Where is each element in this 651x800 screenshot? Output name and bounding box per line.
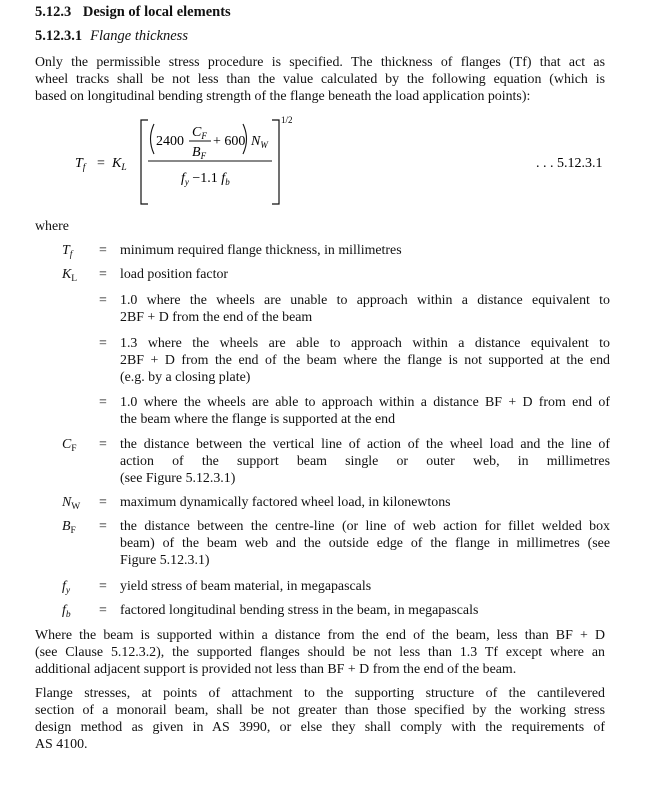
symbol-bf: $B_F$	[62, 519, 76, 536]
definition-nw: maximum dynamically factored wheel load, in kilonewtons	[120, 495, 451, 510]
equals-sign: =	[99, 243, 107, 258]
section-number: 5.12.3	[35, 4, 72, 20]
paragraph-line: Flange stresses, at points of attachment to the supporting structure of the cantilevered	[35, 686, 605, 701]
section-title: Design of local elements	[82, 4, 231, 20]
eq-plus: + 600	[213, 134, 246, 149]
intro-paragraph	[35, 54, 605, 105]
symbol-nw: $N_W$	[62, 495, 81, 512]
eq-frac-den: $B_F$	[192, 145, 207, 161]
where-label: where	[35, 219, 69, 234]
left-bracket	[141, 120, 148, 204]
intro-line: based on longitudinal bending strength of the flange beneath the load application points):	[35, 89, 531, 104]
flange-stress-paragraph	[35, 685, 605, 753]
intro-line: Only the permissible stress procedure is specified. The thickness of flanges (Tf) that act as	[35, 55, 605, 70]
symbol-kl: $K_L$	[62, 267, 78, 284]
right-bracket	[272, 120, 279, 204]
equals-sign: =	[99, 519, 107, 534]
symbol-tf: $T_f$	[62, 243, 73, 260]
symbol-fb: $f_b$	[62, 603, 71, 620]
eq-lhs: $T_f$	[75, 156, 86, 173]
equals-sign: =	[99, 437, 107, 452]
definition-cf: the distance between the vertical line of action of the wheel load and the line of action of the support beam single or outer web, in millimetres (see Figure 5.12.3.1)	[120, 437, 610, 486]
intro-line: wheel tracks shall be not less than the value calculated by the following equation (which is	[35, 72, 605, 87]
support-paragraph	[35, 627, 605, 678]
eq-k: $K_L$	[112, 156, 127, 173]
definition-kl: load position factor	[120, 267, 229, 282]
subsection-heading	[35, 28, 188, 45]
definition-kl-value-3: 1.0 where the wheels are able to approach within a distance BF + D from end of the beam where the flange is supported at the end	[120, 395, 610, 427]
equals-sign: =	[99, 336, 107, 351]
symbol-cf: $C_F$	[62, 437, 77, 454]
section-heading	[35, 4, 231, 21]
paragraph-line: section of a monorail beam, shall be not greater than those specified by the working stress	[35, 703, 605, 718]
eq-coef: 2400	[156, 134, 184, 149]
eq-frac-num: $C_F$	[192, 125, 207, 141]
equals-sign: =	[99, 579, 107, 594]
subsection-number: 5.12.3.1	[35, 28, 83, 44]
left-paren	[151, 124, 155, 154]
equals-sign: =	[99, 603, 107, 618]
eq-equals: =	[97, 156, 105, 171]
paragraph-line: Where the beam is supported within a distance from the end of the beam, less than BF + D	[35, 628, 605, 643]
equation-number: . . . 5.12.3.1	[536, 156, 603, 171]
equals-sign: =	[99, 395, 107, 410]
eq-nw: $N_W$	[251, 134, 268, 150]
equals-sign: =	[99, 293, 107, 308]
paragraph-line: additional adjacent support is provided not less than BF + D from the end of the beam.	[35, 662, 517, 677]
paragraph-line: (see Clause 5.12.3.2), the supported flanges should be not less than 1.3 Tf except where an	[35, 645, 605, 660]
symbol-fy: $f_y$	[62, 579, 71, 596]
paragraph-line: design method as given in AS 3990, or else they shall comply with the requirements of	[35, 720, 605, 735]
paragraph-line: AS 4100.	[35, 737, 88, 752]
equals-sign: =	[99, 495, 107, 510]
eq-denominator: $f_y -1.1$ $f_b$	[181, 171, 230, 187]
definition-fy: yield stress of beam material, in megapascals	[120, 579, 372, 594]
definition-kl-value-1: 1.0 where the wheels are unable to approach within a distance equivalent to 2BF + D from the end of the beam	[120, 293, 610, 325]
flange-thickness-equation	[0, 108, 651, 208]
definition-tf: minimum required flange thickness, in millimetres	[120, 243, 402, 258]
definition-bf: the distance between the centre-line (or line of web action for fillet welded box beam) of the beam web and the outside edge of the flange in millimetres (see Figure 5.12.3.1)	[120, 519, 610, 568]
definition-kl-value-2: 1.3 where the wheels are able to approach within a distance equivalent to 2BF + D from the end of the beam where the flange is not supported at the end (e.g. by a closing plate)	[120, 336, 610, 385]
eq-power: 1/2	[281, 115, 293, 125]
equals-sign: =	[99, 267, 107, 282]
definition-fb: factored longitudinal bending stress in the beam, in megapascals	[120, 603, 479, 618]
subsection-title: Flange thickness	[90, 28, 188, 44]
